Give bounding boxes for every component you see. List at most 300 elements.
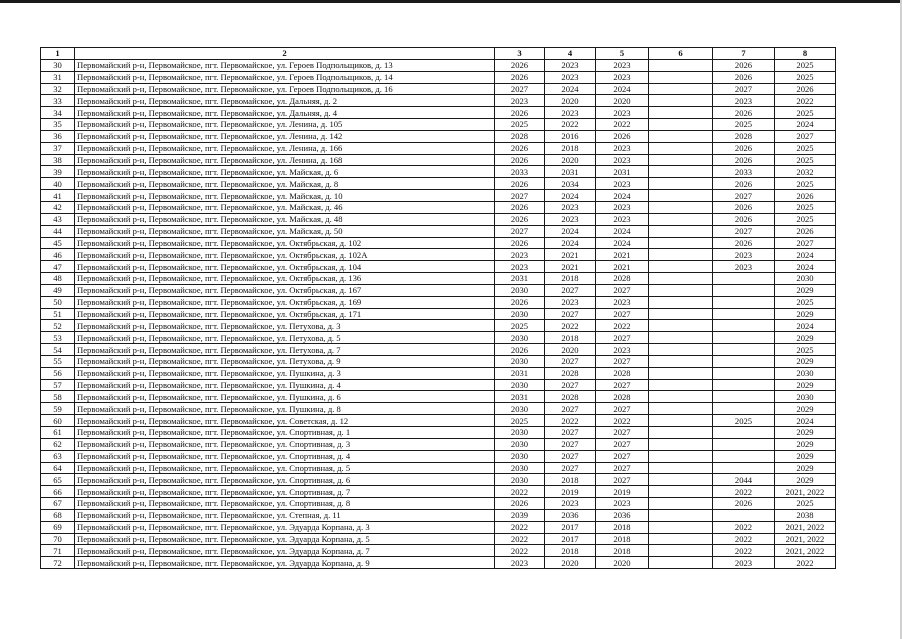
table-row [41,474,836,486]
year-cell: 2030 [495,462,545,474]
address-cell: Первомайский р-н, Первомайское, пгт. Первомайское, ул. Майская, д. 50 [75,225,495,237]
year-cell: 2024 [545,83,596,95]
year-cell [713,379,775,391]
row-number-cell: 43 [41,213,75,225]
row-number-cell: 62 [41,438,75,450]
row-number-cell: 50 [41,296,75,308]
table-row [41,213,836,225]
year-cell: 2026 [495,59,545,71]
year-cell: 2025 [775,59,836,71]
scan-edge-top [0,0,902,3]
address-cell: Первомайский р-н, Первомайское, пгт. Первомайское, ул. Петухова, д. 7 [75,344,495,356]
year-cell: 2033 [495,166,545,178]
table-body [41,59,836,568]
year-cell: 2026 [495,237,545,249]
row-number-cell: 68 [41,509,75,521]
row-number-cell: 51 [41,308,75,320]
address-cell: Первомайский р-н, Первомайское, пгт. Первомайское, ул. Пушкина, д. 3 [75,367,495,379]
table-row [41,107,836,119]
header-cell-5: 5 [596,48,649,60]
row-number-cell: 63 [41,450,75,462]
header-cell-8: 8 [775,48,836,60]
year-cell [649,83,713,95]
year-cell: 2022 [775,557,836,569]
address-cell: Первомайский р-н, Первомайское, пгт. Первомайское, ул. Октябрьская, д. 102А [75,249,495,261]
year-cell: 2016 [545,130,596,142]
table-row [41,190,836,202]
row-number-cell: 67 [41,498,75,510]
year-cell: 2025 [775,154,836,166]
year-cell: 2030 [775,391,836,403]
year-cell: 2027 [545,355,596,367]
year-cell: 2027 [545,403,596,415]
year-cell [713,462,775,474]
year-cell: 2027 [775,237,836,249]
year-cell: 2027 [596,332,649,344]
year-cell: 2022 [596,415,649,427]
year-cell [713,308,775,320]
year-cell: 2027 [495,83,545,95]
year-cell [649,154,713,166]
address-cell: Первомайский р-н, Первомайское, пгт. Первомайское, ул. Майская, д. 8 [75,178,495,190]
year-cell: 2026 [495,142,545,154]
table-row [41,415,836,427]
year-cell: 2025 [775,213,836,225]
year-cell: 2022 [775,95,836,107]
year-cell: 2026 [495,213,545,225]
year-cell [649,557,713,569]
year-cell: 2027 [596,403,649,415]
year-cell [649,450,713,462]
row-number-cell: 41 [41,190,75,202]
year-cell: 2027 [545,284,596,296]
year-cell: 2023 [495,95,545,107]
table-row [41,59,836,71]
row-number-cell: 65 [41,474,75,486]
year-cell: 2021 [545,249,596,261]
table-row [41,201,836,213]
year-cell: 2023 [596,498,649,510]
year-cell: 2030 [495,308,545,320]
year-cell [649,367,713,379]
table-row [41,284,836,296]
year-cell [713,355,775,367]
year-cell: 2029 [775,284,836,296]
year-cell: 2039 [495,509,545,521]
header-cell-7: 7 [713,48,775,60]
row-number-cell: 34 [41,107,75,119]
row-number-cell: 57 [41,379,75,391]
year-cell: 2024 [775,320,836,332]
year-cell [649,142,713,154]
year-cell: 2023 [596,142,649,154]
header-cell-2: 2 [75,48,495,60]
row-number-cell: 46 [41,249,75,261]
address-cell: Первомайский р-н, Первомайское, пгт. Первомайское, ул. Ленина, д. 166 [75,142,495,154]
year-cell: 2024 [596,237,649,249]
row-number-cell: 69 [41,521,75,533]
year-cell: 2021 [545,261,596,273]
year-cell [713,438,775,450]
table-row [41,403,836,415]
address-cell: Первомайский р-н, Первомайское, пгт. Первомайское, ул. Майская, д. 6 [75,166,495,178]
row-number-cell: 55 [41,355,75,367]
year-cell: 2031 [495,367,545,379]
address-cell: Первомайский р-н, Первомайское, пгт. Первомайское, ул. Дальняя, д. 2 [75,95,495,107]
address-cell: Первомайский р-н, Первомайское, пгт. Первомайское, ул. Героев Подпольщиков, д. 16 [75,83,495,95]
table-row [41,225,836,237]
address-cell: Первомайский р-н, Первомайское, пгт. Первомайское, ул. Петухова, д. 5 [75,332,495,344]
year-cell [649,166,713,178]
year-cell: 2022 [596,320,649,332]
year-cell: 2029 [775,462,836,474]
year-cell: 2031 [545,166,596,178]
year-cell: 2025 [775,344,836,356]
table-row [41,273,836,285]
year-cell: 2023 [545,71,596,83]
table-row [41,450,836,462]
year-cell: 2031 [596,166,649,178]
table-row [41,344,836,356]
year-cell: 2026 [775,83,836,95]
address-cell: Первомайский р-н, Первомайское, пгт. Первомайское, ул. Майская, д. 10 [75,190,495,202]
year-cell: 2023 [545,201,596,213]
year-cell: 2024 [545,237,596,249]
year-cell: 2027 [713,190,775,202]
row-number-cell: 49 [41,284,75,296]
year-cell: 2028 [596,391,649,403]
year-cell: 2020 [545,154,596,166]
year-cell: 2028 [596,273,649,285]
address-cell: Первомайский р-н, Первомайское, пгт. Первомайское, ул. Советская, д. 12 [75,415,495,427]
year-cell [649,427,713,439]
year-cell: 2024 [596,225,649,237]
year-cell [649,95,713,107]
address-cell: Первомайский р-н, Первомайское, пгт. Первомайское, ул. Спортивная, д. 5 [75,462,495,474]
address-cell: Первомайский р-н, Первомайское, пгт. Первомайское, ул. Спортивная, д. 1 [75,427,495,439]
year-cell: 2025 [495,119,545,131]
year-cell: 2027 [495,225,545,237]
year-cell: 2030 [495,427,545,439]
row-number-cell: 33 [41,95,75,107]
row-number-cell: 36 [41,130,75,142]
address-cell: Первомайский р-н, Первомайское, пгт. Первомайское, ул. Ленина, д. 142 [75,130,495,142]
year-cell: 2029 [775,403,836,415]
table-row [41,498,836,510]
year-cell: 2024 [775,249,836,261]
table-row [41,367,836,379]
table-row [41,249,836,261]
year-cell: 2022 [713,486,775,498]
year-cell: 2026 [495,498,545,510]
row-number-cell: 48 [41,273,75,285]
table-row [41,237,836,249]
header-cell-3: 3 [495,48,545,60]
year-cell [649,438,713,450]
year-cell [713,296,775,308]
address-cell: Первомайский р-н, Первомайское, пгт. Первомайское, ул. Спортивная, д. 8 [75,498,495,510]
table-row [41,391,836,403]
year-cell [649,344,713,356]
year-cell: 2023 [596,71,649,83]
year-cell: 2026 [713,498,775,510]
table-row [41,71,836,83]
header-cell-4: 4 [545,48,596,60]
housing-schedule-table [40,47,836,569]
year-cell: 2018 [596,533,649,545]
row-number-cell: 59 [41,403,75,415]
year-cell: 2023 [495,261,545,273]
year-cell: 2027 [596,284,649,296]
year-cell: 2023 [545,213,596,225]
year-cell [649,486,713,498]
year-cell: 2021, 2022 [775,486,836,498]
year-cell: 2027 [596,379,649,391]
year-cell: 2026 [495,178,545,190]
address-cell: Первомайский р-н, Первомайское, пгт. Первомайское, ул. Эдуарда Корпана, д. 7 [75,545,495,557]
year-cell [713,403,775,415]
year-cell: 2022 [713,545,775,557]
year-cell [649,59,713,71]
year-cell: 2029 [775,379,836,391]
year-cell: 2028 [713,130,775,142]
year-cell [649,474,713,486]
year-cell: 2034 [545,178,596,190]
row-number-cell: 64 [41,462,75,474]
year-cell: 2023 [596,344,649,356]
year-cell: 2018 [545,273,596,285]
year-cell [649,379,713,391]
year-cell: 2026 [713,59,775,71]
year-cell: 2027 [596,474,649,486]
year-cell: 2031 [495,273,545,285]
address-cell: Первомайский р-н, Первомайское, пгт. Первомайское, ул. Степная, д. 11 [75,509,495,521]
year-cell: 2030 [495,438,545,450]
year-cell [649,261,713,273]
year-cell: 2021 [596,261,649,273]
document-page [40,47,835,569]
year-cell: 2018 [545,545,596,557]
year-cell: 2027 [596,355,649,367]
year-cell: 2024 [545,190,596,202]
table-row [41,130,836,142]
year-cell: 2023 [596,296,649,308]
year-cell [649,403,713,415]
year-cell [649,201,713,213]
year-cell: 2020 [545,95,596,107]
year-cell: 2025 [775,296,836,308]
year-cell [649,355,713,367]
year-cell [649,296,713,308]
table-row [41,521,836,533]
year-cell: 2020 [596,557,649,569]
year-cell: 2027 [545,427,596,439]
year-cell: 2022 [495,533,545,545]
year-cell: 2027 [713,83,775,95]
table-row [41,379,836,391]
year-cell: 2025 [775,498,836,510]
year-cell: 2026 [713,178,775,190]
year-cell: 2018 [545,332,596,344]
row-number-cell: 60 [41,415,75,427]
year-cell [649,521,713,533]
table-row [41,533,836,545]
year-cell [713,273,775,285]
address-cell: Первомайский р-н, Первомайское, пгт. Первомайское, ул. Октябрьская, д. 169 [75,296,495,308]
year-cell: 2023 [596,178,649,190]
year-cell: 2025 [495,320,545,332]
year-cell [713,450,775,462]
address-cell: Первомайский р-н, Первомайское, пгт. Первомайское, ул. Петухова, д. 3 [75,320,495,332]
year-cell [649,130,713,142]
year-cell: 2036 [545,509,596,521]
table-row [41,332,836,344]
year-cell: 2026 [495,71,545,83]
year-cell [649,545,713,557]
year-cell: 2026 [713,154,775,166]
table-row [41,261,836,273]
address-cell: Первомайский р-н, Первомайское, пгт. Первомайское, ул. Пушкина, д. 4 [75,379,495,391]
year-cell: 2023 [596,213,649,225]
year-cell: 2030 [495,474,545,486]
table-row [41,166,836,178]
row-number-cell: 42 [41,201,75,213]
address-cell: Первомайский р-н, Первомайское, пгт. Первомайское, ул. Спортивная, д. 4 [75,450,495,462]
year-cell: 2030 [775,367,836,379]
year-cell: 2023 [545,107,596,119]
year-cell: 2030 [495,355,545,367]
address-cell: Первомайский р-н, Первомайское, пгт. Первомайское, ул. Пушкина, д. 8 [75,403,495,415]
header-cell-6: 6 [649,48,713,60]
year-cell: 2026 [713,107,775,119]
year-cell: 2030 [495,332,545,344]
year-cell: 2028 [596,367,649,379]
year-cell: 2027 [545,308,596,320]
address-cell: Первомайский р-н, Первомайское, пгт. Первомайское, ул. Пушкина, д. 6 [75,391,495,403]
year-cell: 2025 [775,142,836,154]
table-row [41,320,836,332]
year-cell: 2025 [713,415,775,427]
table-row [41,178,836,190]
year-cell [649,391,713,403]
year-cell: 2027 [545,462,596,474]
year-cell [713,320,775,332]
row-number-cell: 35 [41,119,75,131]
address-cell: Первомайский р-н, Первомайское, пгт. Первомайское, ул. Октябрьская, д. 167 [75,284,495,296]
row-number-cell: 47 [41,261,75,273]
table-row [41,83,836,95]
year-cell: 2024 [545,225,596,237]
year-cell [649,332,713,344]
address-cell: Первомайский р-н, Первомайское, пгт. Первомайское, ул. Эдуарда Корпана, д. 3 [75,521,495,533]
row-number-cell: 61 [41,427,75,439]
year-cell: 2027 [495,190,545,202]
row-number-cell: 72 [41,557,75,569]
table-row [41,557,836,569]
year-cell: 2024 [775,261,836,273]
year-cell: 2027 [596,427,649,439]
year-cell: 2019 [596,486,649,498]
table-row [41,119,836,131]
year-cell: 2023 [713,249,775,261]
year-cell: 2023 [495,557,545,569]
year-cell [713,509,775,521]
year-cell: 2036 [596,509,649,521]
year-cell: 2027 [545,379,596,391]
year-cell: 2024 [775,119,836,131]
year-cell: 2029 [775,355,836,367]
year-cell [649,107,713,119]
year-cell: 2026 [775,190,836,202]
row-number-cell: 53 [41,332,75,344]
year-cell: 2017 [545,533,596,545]
year-cell: 2026 [713,237,775,249]
year-cell: 2024 [596,83,649,95]
year-cell: 2023 [545,296,596,308]
year-cell [649,308,713,320]
year-cell [649,415,713,427]
table-row [41,142,836,154]
year-cell [713,427,775,439]
year-cell [649,273,713,285]
year-cell [649,533,713,545]
table-row [41,355,836,367]
year-cell: 2029 [775,438,836,450]
row-number-cell: 45 [41,237,75,249]
address-cell: Первомайский р-н, Первомайское, пгт. Первомайское, ул. Ленина, д. 168 [75,154,495,166]
year-cell: 2025 [775,107,836,119]
year-cell: 2028 [545,367,596,379]
table-row [41,308,836,320]
year-cell: 2022 [545,415,596,427]
year-cell: 2025 [495,415,545,427]
year-cell: 2018 [596,545,649,557]
table-row [41,95,836,107]
year-cell: 2020 [545,344,596,356]
row-number-cell: 58 [41,391,75,403]
year-cell: 2023 [713,95,775,107]
year-cell: 2026 [495,296,545,308]
row-number-cell: 71 [41,545,75,557]
year-cell [649,213,713,225]
year-cell: 2027 [713,225,775,237]
year-cell: 2033 [713,166,775,178]
year-cell: 2026 [775,225,836,237]
year-cell: 2021 [596,249,649,261]
address-cell: Первомайский р-н, Первомайское, пгт. Первомайское, ул. Дальняя, д. 4 [75,107,495,119]
year-cell: 2022 [596,119,649,131]
table-row [41,296,836,308]
year-cell: 2022 [495,545,545,557]
year-cell: 2029 [775,474,836,486]
year-cell: 2019 [545,486,596,498]
year-cell [713,391,775,403]
year-cell: 2027 [596,308,649,320]
address-cell: Первомайский р-н, Первомайское, пгт. Первомайское, ул. Майская, д. 48 [75,213,495,225]
year-cell [649,509,713,521]
year-cell: 2022 [713,533,775,545]
year-cell: 2028 [495,130,545,142]
year-cell: 2017 [545,521,596,533]
year-cell [649,225,713,237]
year-cell: 2027 [545,450,596,462]
year-cell: 2022 [495,486,545,498]
address-cell: Первомайский р-н, Первомайское, пгт. Первомайское, ул. Эдуарда Корпана, д. 9 [75,557,495,569]
year-cell: 2024 [596,190,649,202]
row-number-cell: 56 [41,367,75,379]
header-cell-1: 1 [41,48,75,60]
row-number-cell: 37 [41,142,75,154]
